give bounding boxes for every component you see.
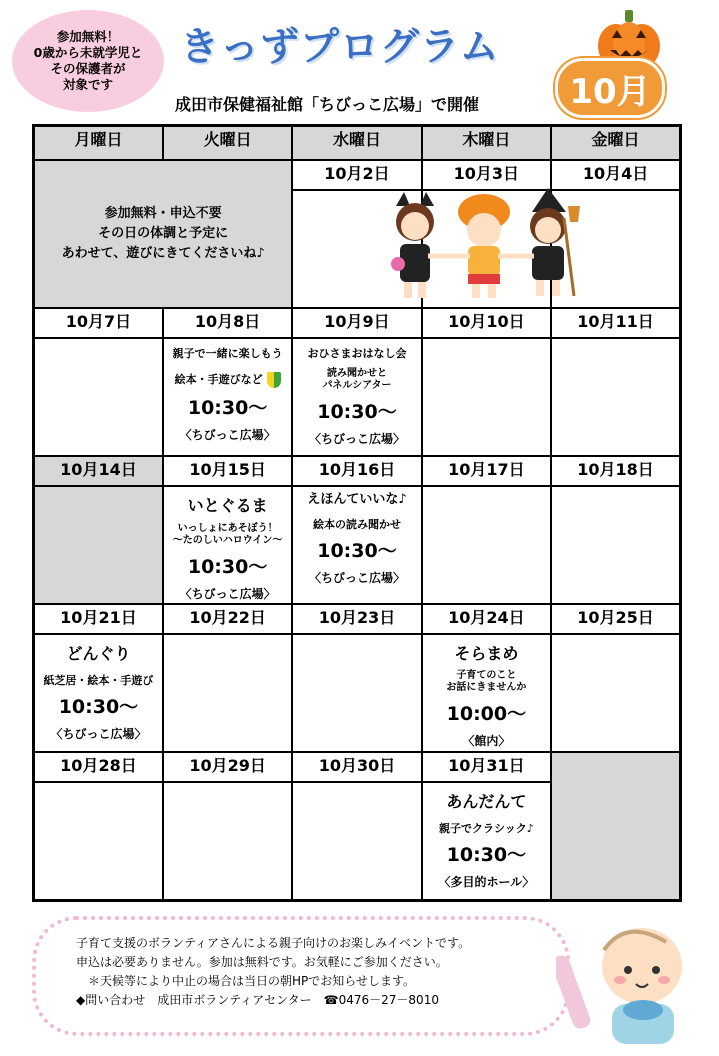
weekday-header: 水曜日 [292,126,421,161]
date-cell: 10月7日 [34,308,163,338]
general-notice [34,160,293,308]
date-cell: 10月10日 [422,308,551,338]
footer-info-box [32,916,570,1036]
day-cell [34,782,163,901]
event-place: 〈館内〉 [462,734,511,748]
event-cell [34,634,163,752]
event-title: あんだんて [446,792,527,811]
event-detail: ～たのしいハロウイン～ [172,535,283,546]
event-title: 親子で一緒に楽しもう [172,347,283,360]
date-cell: 10月22日 [163,604,292,634]
event-cell [292,486,421,604]
date-cell: 10月2日 [292,160,421,190]
beginner-mark-icon [267,372,281,388]
event-cell [163,486,292,604]
event-detail: 子育てのこと [456,670,517,681]
footer-line: 子育て支援のボランティアさんによる親子向けのお楽しみイベントです。 [76,936,471,950]
baby-illustration [556,914,706,1049]
event-cell [292,338,421,456]
bubble-line: 0歳から未就学児と [33,45,143,60]
event-time: 10:30～ [446,844,527,866]
date-cell: 10月15日 [163,456,292,486]
bubble-line: その保護者が [50,61,126,76]
event-place: 〈ちびっこ広場〉 [308,432,405,446]
calendar-table [32,124,682,902]
date-cell: 10月24日 [422,604,551,634]
day-cell [292,634,421,752]
closed-day-cell [34,486,163,604]
event-place: 〈多目的ホール〉 [438,875,535,889]
footer-line: 申込は必要ありません。参加は無料です。お気軽にご参加ください。 [76,955,448,969]
date-cell: 10月18日 [551,456,680,486]
event-detail: 絵本の読み聞かせ [312,518,401,531]
event-place: 〈ちびっこ広場〉 [50,727,147,741]
event-time: 10:30～ [317,540,397,562]
day-cell [163,634,292,752]
empty-cell [551,752,680,901]
event-time: 10:30～ [317,401,397,423]
event-time: 10:30～ [58,696,139,718]
event-place: 〈ちびっこ広場〉 [308,571,405,585]
bubble-line: 対象です [62,77,113,92]
notice-line: あわせて、遊びにきてくださいね♪ [61,246,265,261]
event-place: 〈ちびっこ広場〉 [179,428,276,442]
event-time: 10:30～ [187,556,268,578]
day-cell [422,486,551,604]
event-detail: パネルシアター [322,380,392,391]
day-cell [422,338,551,456]
date-cell: 10月25日 [551,604,680,634]
event-title: どんぐり [66,644,131,663]
weekday-header: 月曜日 [34,126,163,161]
weekday-header-row [34,126,681,161]
event-cell [163,338,292,456]
event-title: おひさまおはなし会 [307,347,407,360]
event-detail: 紙芝居・絵本・手遊び [43,674,154,687]
day-cell [551,634,680,752]
date-cell: 10月3日 [422,160,551,190]
event-detail: お話にきませんか [446,682,527,693]
page-subtitle: 成田市保健福祉館「ちびっこ広場」で開催 [175,95,480,114]
event-time: 10:00～ [446,703,527,725]
date-cell: 10月31日 [422,752,551,782]
halloween-kids-illustration [384,188,584,306]
event-detail-text: 絵本・手遊びなど [174,373,263,386]
day-cell [163,782,292,901]
date-cell: 10月4日 [551,160,680,190]
date-cell: 10月17日 [422,456,551,486]
weekday-header: 金曜日 [551,126,680,161]
date-cell: 10月9日 [292,308,421,338]
footer-contact: ◆問い合わせ 成田市ボランティアセンター ☎0476－27－8010 [76,993,439,1007]
notice-line: 参加無料・申込不要 [104,206,222,221]
date-cell: 10月23日 [292,604,421,634]
event-cell [422,782,551,901]
weekday-header: 木曜日 [422,126,551,161]
event-detail: 読み聞かせと [326,368,387,379]
event-detail: 親子でクラシック♪ [438,822,534,835]
event-detail: いっしょにあそぼう！ [177,523,278,534]
event-detail [164,372,291,388]
bubble-line: 参加無料！ [56,29,120,44]
eligibility-bubble [12,10,164,112]
date-cell: 10月14日 [34,456,163,486]
event-place: 〈ちびっこ広場〉 [179,587,276,601]
day-cell [551,338,680,456]
weekday-header: 火曜日 [163,126,292,161]
day-cell [551,486,680,604]
date-cell: 10月30日 [292,752,421,782]
date-cell: 10月29日 [163,752,292,782]
day-cell [292,782,421,901]
event-title: えほんていいな♪ [307,492,407,507]
event-title: いとぐるま [187,496,268,515]
event-time: 10:30～ [187,397,268,419]
date-cell: 10月21日 [34,604,163,634]
date-cell: 10月8日 [163,308,292,338]
footer-line: ＊天候等により中止の場合は当日の朝HPでお知らせします。 [76,974,415,988]
date-cell: 10月16日 [292,456,421,486]
month-badge: 10月 [555,58,665,118]
page-title: きっずプログラム [180,25,500,70]
date-cell: 10月28日 [34,752,163,782]
date-cell: 10月11日 [551,308,680,338]
event-title: そらまめ [454,644,519,663]
day-cell [34,338,163,456]
notice-line: その日の体調と予定に [98,226,229,241]
event-cell [422,634,551,752]
